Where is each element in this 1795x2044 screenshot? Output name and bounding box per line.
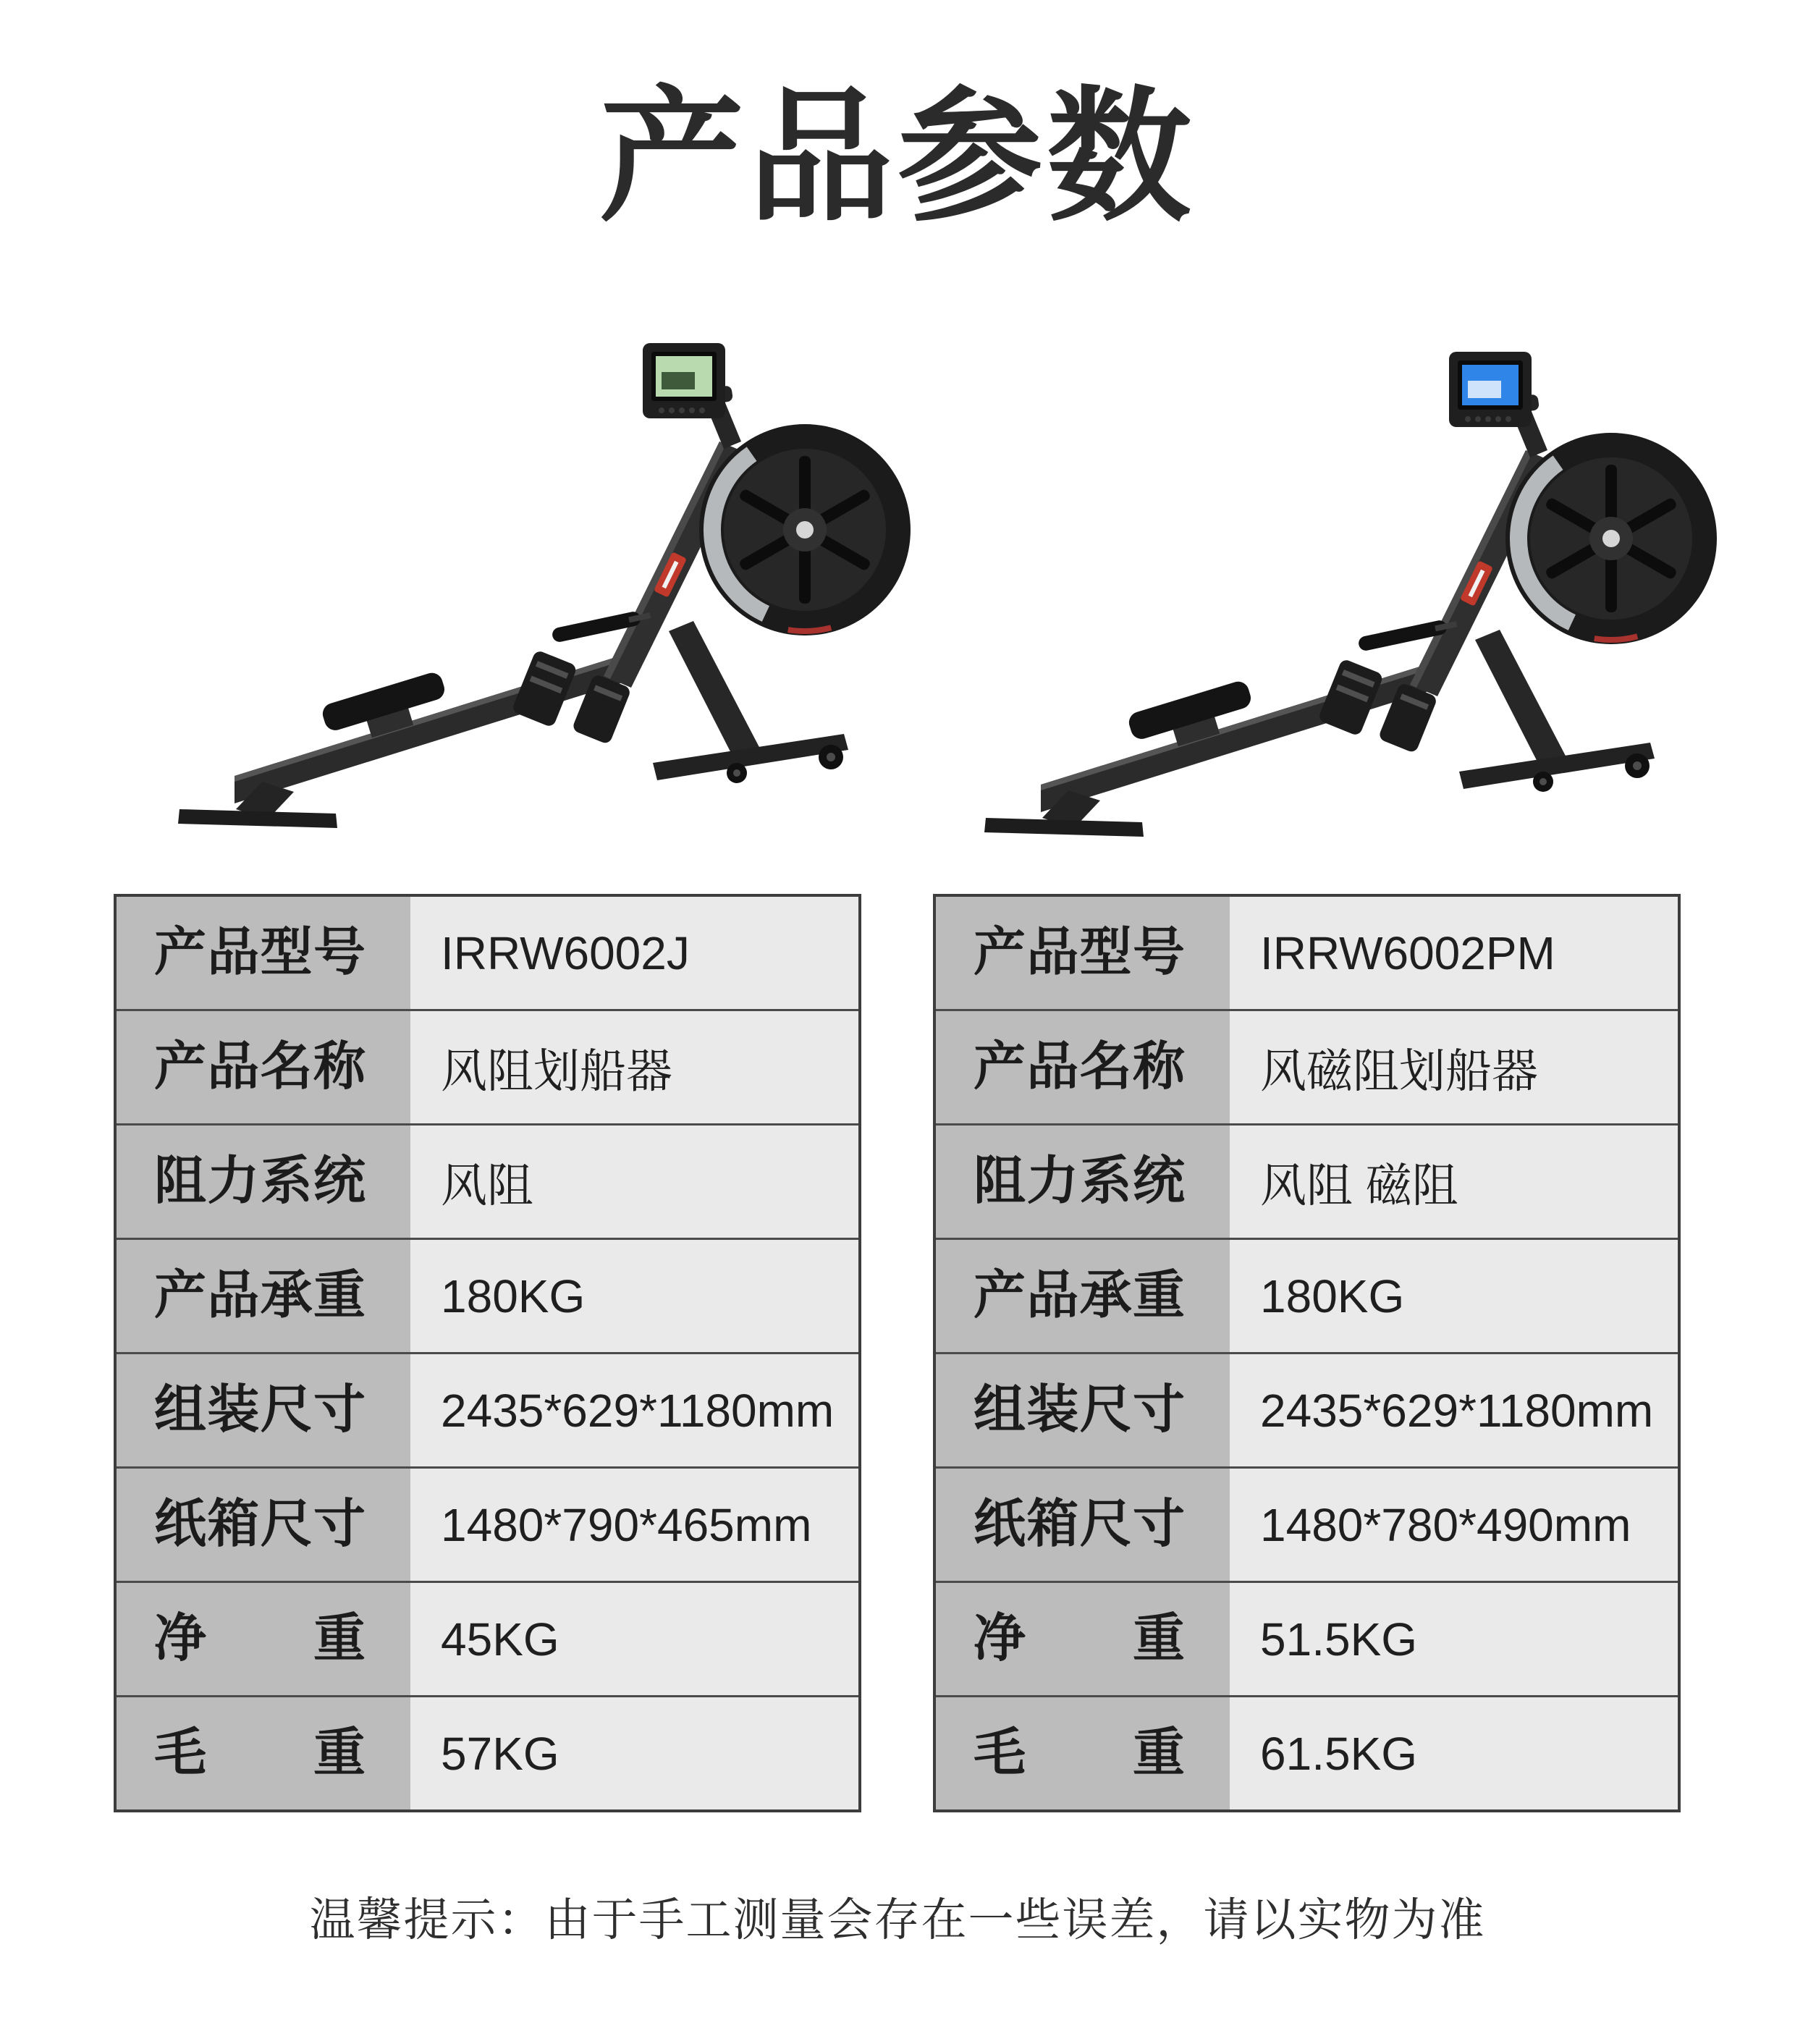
table-row: [936, 1354, 1678, 1469]
spec-value: IRRW6002PM: [1230, 897, 1678, 1009]
spec-label: 产品承重: [154, 1266, 366, 1325]
table-row: [936, 897, 1678, 1011]
table-row: [117, 1354, 858, 1469]
spec-value: 风磁阻划船器: [1230, 1011, 1678, 1123]
product-image-air-rower: [153, 304, 913, 829]
spec-label: 净重: [973, 1609, 1185, 1668]
spec-label-cell: [936, 1240, 1230, 1352]
table-row: [117, 1583, 858, 1697]
spec-label: 组装尺寸: [973, 1380, 1185, 1439]
spec-label: 产品名称: [973, 1037, 1185, 1096]
spec-label-cell: [936, 1697, 1230, 1809]
table-row: [936, 1126, 1678, 1240]
table-row: [936, 1240, 1678, 1354]
spec-value: 1480*790*465mm: [410, 1469, 858, 1581]
spec-label: 毛重: [154, 1723, 366, 1782]
spec-label: 组装尺寸: [154, 1380, 366, 1439]
spec-label-cell: [936, 1583, 1230, 1695]
monitor: [643, 343, 741, 449]
flywheel: [1487, 415, 1720, 663]
spec-value: 57KG: [410, 1697, 858, 1809]
spec-value: 2435*629*1180mm: [410, 1354, 858, 1466]
table-row: [117, 1697, 858, 1809]
spec-label-cell: [936, 1126, 1230, 1238]
table-row: [117, 897, 858, 1011]
spec-label-cell: [117, 1583, 410, 1695]
spec-label: 纸箱尺寸: [154, 1495, 366, 1553]
spec-label: 阻力系统: [973, 1152, 1185, 1210]
flywheel: [681, 406, 913, 654]
spec-label-cell: [117, 1011, 410, 1123]
spec-label-cell: [936, 897, 1230, 1009]
monitor: [1449, 352, 1547, 457]
spec-label-cell: [117, 1469, 410, 1581]
spec-label: 产品型号: [154, 923, 366, 981]
table-row: [936, 1583, 1678, 1697]
spec-table-air-rower: [114, 894, 861, 1812]
rear-stabilizer: [1459, 630, 1655, 792]
page-title: 产品参数: [599, 77, 1196, 238]
spec-value: 风阻 磁阻: [1230, 1126, 1678, 1238]
table-row: [117, 1126, 858, 1240]
table-row: [117, 1469, 858, 1583]
spec-value: 61.5KG: [1230, 1697, 1678, 1809]
table-row: [936, 1697, 1678, 1809]
spec-table-air-magnetic-rower: [933, 894, 1681, 1812]
spec-label: 毛重: [973, 1723, 1185, 1782]
spec-value: 45KG: [410, 1583, 858, 1695]
spec-label-cell: [117, 1697, 410, 1809]
spec-label-cell: [117, 1354, 410, 1466]
spec-label-cell: [936, 1354, 1230, 1466]
spec-label-cell: [936, 1469, 1230, 1581]
spec-value: 风阻划船器: [410, 1011, 858, 1123]
spec-label-cell: [936, 1011, 1230, 1123]
spec-label: 阻力系统: [154, 1152, 366, 1210]
spec-label-cell: [117, 897, 410, 1009]
table-row: [936, 1469, 1678, 1583]
table-row: [117, 1240, 858, 1354]
spec-value: 180KG: [410, 1240, 858, 1352]
spec-label: 产品承重: [973, 1266, 1185, 1325]
spec-label-cell: [117, 1126, 410, 1238]
monitor-screen-graph: [1468, 381, 1501, 398]
spec-label: 产品型号: [973, 923, 1185, 981]
monitor-screen-graph: [662, 372, 695, 389]
spec-value: 风阻: [410, 1126, 858, 1238]
table-row: [936, 1011, 1678, 1126]
spec-label: 纸箱尺寸: [973, 1495, 1185, 1553]
spec-label-cell: [117, 1240, 410, 1352]
spec-value: 1480*780*490mm: [1230, 1469, 1678, 1581]
spec-value: 180KG: [1230, 1240, 1678, 1352]
spec-value: 2435*629*1180mm: [1230, 1354, 1678, 1466]
product-image-air-magnetic-rower: [960, 313, 1720, 837]
spec-label: 净重: [154, 1609, 366, 1668]
table-row: [117, 1011, 858, 1126]
spec-label: 产品名称: [154, 1037, 366, 1096]
rear-stabilizer: [653, 621, 848, 783]
spec-value: IRRW6002J: [410, 897, 858, 1009]
spec-value: 51.5KG: [1230, 1583, 1678, 1695]
footer-note: 温馨提示：由于手工测量会存在一些误差，请以实物为准: [309, 1895, 1486, 1946]
